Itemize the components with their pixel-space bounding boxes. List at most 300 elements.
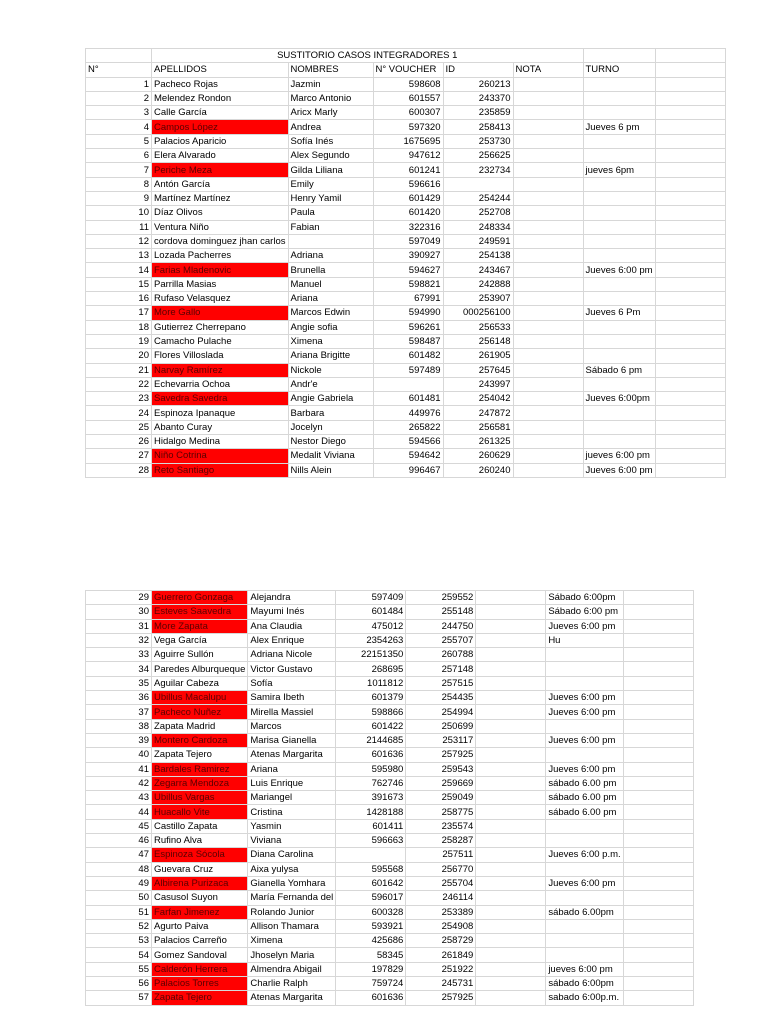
cell-nota[interactable] bbox=[513, 106, 583, 120]
cell-num[interactable]: 41 bbox=[86, 762, 152, 776]
cell-voucher[interactable]: 601481 bbox=[373, 392, 443, 406]
cell[interactable] bbox=[655, 463, 725, 477]
header-voucher[interactable]: N° VOUCHER bbox=[373, 63, 443, 77]
cell-num[interactable]: 54 bbox=[86, 948, 152, 962]
cell-apellidos[interactable]: Espinoza Sócola bbox=[152, 848, 248, 862]
cell[interactable] bbox=[655, 392, 725, 406]
cell-nota[interactable] bbox=[476, 991, 546, 1005]
cell-num[interactable]: 34 bbox=[86, 662, 152, 676]
cell-num[interactable]: 4 bbox=[86, 120, 152, 134]
cell-num[interactable]: 8 bbox=[86, 177, 152, 191]
cell[interactable] bbox=[623, 705, 693, 719]
cell-nombres[interactable]: Andr'e bbox=[288, 377, 373, 391]
cell-nombres[interactable]: Nills Alein bbox=[288, 463, 373, 477]
cell-id[interactable]: 258729 bbox=[406, 934, 476, 948]
cell-id[interactable]: 244750 bbox=[406, 619, 476, 633]
sheet-title[interactable]: SUSTITORIO CASOS INTEGRADORES 1 bbox=[152, 49, 584, 63]
cell-turno[interactable] bbox=[583, 334, 655, 348]
cell-num[interactable]: 35 bbox=[86, 676, 152, 690]
cell-nota[interactable] bbox=[476, 848, 546, 862]
cell-voucher[interactable]: 265822 bbox=[373, 420, 443, 434]
cell-voucher[interactable]: 1011812 bbox=[336, 676, 406, 690]
cell-turno[interactable] bbox=[546, 891, 623, 905]
cell-nombres[interactable]: Alejandra bbox=[248, 591, 336, 605]
cell-num[interactable]: 46 bbox=[86, 834, 152, 848]
cell-turno[interactable] bbox=[583, 420, 655, 434]
cell-apellidos[interactable]: Palacios Carreño bbox=[152, 934, 248, 948]
cell-id[interactable]: 258775 bbox=[406, 805, 476, 819]
cell-voucher[interactable]: 996467 bbox=[373, 463, 443, 477]
cell[interactable] bbox=[86, 49, 152, 63]
cell-num[interactable]: 53 bbox=[86, 934, 152, 948]
cell-voucher[interactable]: 598608 bbox=[373, 77, 443, 91]
cell-turno[interactable]: sábado 6.00 pm bbox=[546, 805, 623, 819]
cell-nombres[interactable]: Aricx Marly bbox=[288, 106, 373, 120]
cell-voucher[interactable]: 197829 bbox=[336, 962, 406, 976]
cell-id[interactable]: 261849 bbox=[406, 948, 476, 962]
cell-id[interactable]: 248334 bbox=[443, 220, 513, 234]
cell-turno[interactable] bbox=[583, 191, 655, 205]
cell-nombres[interactable]: Ximena bbox=[288, 334, 373, 348]
cell-nombres[interactable]: Gilda Liliana bbox=[288, 163, 373, 177]
cell-voucher[interactable]: 601422 bbox=[336, 719, 406, 733]
cell-nombres[interactable]: Nickole bbox=[288, 363, 373, 377]
cell-voucher[interactable]: 596261 bbox=[373, 320, 443, 334]
cell-apellidos[interactable]: Echevarria Ochoa bbox=[152, 377, 289, 391]
cell-num[interactable]: 48 bbox=[86, 862, 152, 876]
cell-turno[interactable] bbox=[546, 862, 623, 876]
cell[interactable] bbox=[623, 748, 693, 762]
cell-turno[interactable] bbox=[546, 934, 623, 948]
cell-id[interactable]: 255148 bbox=[406, 605, 476, 619]
cell-voucher[interactable] bbox=[336, 848, 406, 862]
cell-nombres[interactable]: Marcos bbox=[248, 719, 336, 733]
cell[interactable] bbox=[655, 277, 725, 291]
cell-apellidos[interactable]: Calderón Herrera bbox=[152, 962, 248, 976]
cell-apellidos[interactable]: Farfan Jimenez bbox=[152, 905, 248, 919]
cell-num[interactable]: 47 bbox=[86, 848, 152, 862]
header-apellidos[interactable]: APELLIDOS bbox=[152, 63, 289, 77]
cell-nombres[interactable]: Manuel bbox=[288, 277, 373, 291]
cell[interactable] bbox=[623, 619, 693, 633]
header-nota[interactable]: NOTA bbox=[513, 63, 583, 77]
cell-turno[interactable] bbox=[583, 91, 655, 105]
cell-id[interactable]: 261325 bbox=[443, 435, 513, 449]
cell-nota[interactable] bbox=[513, 220, 583, 234]
cell[interactable] bbox=[655, 349, 725, 363]
cell-num[interactable]: 20 bbox=[86, 349, 152, 363]
cell[interactable] bbox=[655, 363, 725, 377]
cell-apellidos[interactable]: Ubillus Macalupu bbox=[152, 691, 248, 705]
cell-apellidos[interactable]: Pacheco Nuñez bbox=[152, 705, 248, 719]
cell-apellidos[interactable]: Zapata Tejero bbox=[152, 991, 248, 1005]
cell-apellidos[interactable]: Camacho Pulache bbox=[152, 334, 289, 348]
cell-id[interactable]: 245731 bbox=[406, 977, 476, 991]
cell-nombres[interactable]: Alex Segundo bbox=[288, 149, 373, 163]
cell[interactable] bbox=[623, 919, 693, 933]
cell-id[interactable]: 249591 bbox=[443, 234, 513, 248]
cell-nota[interactable] bbox=[513, 149, 583, 163]
cell-num[interactable]: 11 bbox=[86, 220, 152, 234]
cell[interactable] bbox=[623, 876, 693, 890]
cell-voucher[interactable]: 2354263 bbox=[336, 633, 406, 647]
header-turno[interactable]: TURNO bbox=[583, 63, 655, 77]
cell-apellidos[interactable]: Albirena Purizaca bbox=[152, 876, 248, 890]
cell-turno[interactable]: sábado 6.00pm bbox=[546, 905, 623, 919]
cell-id[interactable]: 232734 bbox=[443, 163, 513, 177]
cell-apellidos[interactable]: More Zapata bbox=[152, 619, 248, 633]
cell-nota[interactable] bbox=[513, 420, 583, 434]
cell-nota[interactable] bbox=[476, 876, 546, 890]
cell-apellidos[interactable]: Niño Cotrina bbox=[152, 449, 289, 463]
cell[interactable] bbox=[623, 848, 693, 862]
cell-id[interactable]: 243997 bbox=[443, 377, 513, 391]
cell-id[interactable]: 253907 bbox=[443, 292, 513, 306]
cell-nombres[interactable]: Rolando Junior bbox=[248, 905, 336, 919]
cell-apellidos[interactable]: Agurto Paiva bbox=[152, 919, 248, 933]
cell[interactable] bbox=[623, 934, 693, 948]
cell[interactable] bbox=[655, 163, 725, 177]
cell[interactable] bbox=[623, 948, 693, 962]
cell[interactable] bbox=[655, 177, 725, 191]
cell-num[interactable]: 43 bbox=[86, 791, 152, 805]
cell-id[interactable]: 251922 bbox=[406, 962, 476, 976]
cell-nota[interactable] bbox=[476, 648, 546, 662]
cell-apellidos[interactable]: Lozada Pacherres bbox=[152, 249, 289, 263]
cell-voucher[interactable]: 425686 bbox=[336, 934, 406, 948]
cell-num[interactable]: 7 bbox=[86, 163, 152, 177]
cell-id[interactable]: 259669 bbox=[406, 776, 476, 790]
cell[interactable] bbox=[655, 106, 725, 120]
cell-nombres[interactable]: Barbara bbox=[288, 406, 373, 420]
cell-voucher[interactable]: 594566 bbox=[373, 435, 443, 449]
cell-turno[interactable]: sabado 6:00p.m. bbox=[546, 991, 623, 1005]
cell-nota[interactable] bbox=[513, 320, 583, 334]
cell-turno[interactable] bbox=[546, 948, 623, 962]
cell-num[interactable]: 16 bbox=[86, 292, 152, 306]
cell-apellidos[interactable]: Montero Cardoza bbox=[152, 733, 248, 747]
cell-nombres[interactable]: Mirella Massiel bbox=[248, 705, 336, 719]
cell-num[interactable]: 21 bbox=[86, 363, 152, 377]
cell-nombres[interactable]: Diana Carolina bbox=[248, 848, 336, 862]
cell-voucher[interactable]: 449976 bbox=[373, 406, 443, 420]
cell-id[interactable]: 257148 bbox=[406, 662, 476, 676]
cell-turno[interactable] bbox=[583, 249, 655, 263]
cell-apellidos[interactable]: Ubillus Vargas bbox=[152, 791, 248, 805]
cell[interactable] bbox=[655, 149, 725, 163]
cell[interactable] bbox=[583, 49, 655, 63]
cell-nombres[interactable]: Sofía Inés bbox=[288, 134, 373, 148]
cell-num[interactable]: 6 bbox=[86, 149, 152, 163]
cell-nombres[interactable]: Ariana bbox=[288, 292, 373, 306]
cell[interactable] bbox=[655, 406, 725, 420]
cell[interactable] bbox=[623, 834, 693, 848]
cell-id[interactable]: 256148 bbox=[443, 334, 513, 348]
cell-voucher[interactable]: 947612 bbox=[373, 149, 443, 163]
cell-nota[interactable] bbox=[513, 406, 583, 420]
cell-nota[interactable] bbox=[476, 748, 546, 762]
cell-apellidos[interactable]: cordova dominguez jhan carlos bbox=[152, 234, 289, 248]
cell-voucher[interactable]: 1428188 bbox=[336, 805, 406, 819]
cell-nota[interactable] bbox=[476, 605, 546, 619]
cell-turno[interactable] bbox=[546, 719, 623, 733]
cell-nombres[interactable]: Marisa Gianella bbox=[248, 733, 336, 747]
cell[interactable] bbox=[623, 648, 693, 662]
cell-nombres[interactable]: Medalit Viviana bbox=[288, 449, 373, 463]
cell-nota[interactable] bbox=[476, 834, 546, 848]
cell-apellidos[interactable]: Elera Alvarado bbox=[152, 149, 289, 163]
header-num[interactable]: N° bbox=[86, 63, 152, 77]
cell-apellidos[interactable]: Palacios Torres bbox=[152, 977, 248, 991]
cell-apellidos[interactable]: More Gallo bbox=[152, 306, 289, 320]
cell-nombres[interactable] bbox=[288, 234, 373, 248]
cell-num[interactable]: 30 bbox=[86, 605, 152, 619]
cell-turno[interactable]: Hu bbox=[546, 633, 623, 647]
cell-nota[interactable] bbox=[513, 334, 583, 348]
cell-nombres[interactable]: Luis Enrique bbox=[248, 776, 336, 790]
cell-turno[interactable]: Jueves 6:00 pm bbox=[546, 705, 623, 719]
cell-num[interactable]: 31 bbox=[86, 619, 152, 633]
cell-nombres[interactable]: Almendra Abigail bbox=[248, 962, 336, 976]
cell-apellidos[interactable]: Periche Meza bbox=[152, 163, 289, 177]
cell-voucher[interactable]: 600328 bbox=[336, 905, 406, 919]
cell-apellidos[interactable]: Paredes Alburqueque bbox=[152, 662, 248, 676]
cell-nombres[interactable]: Ariana bbox=[248, 762, 336, 776]
cell-num[interactable]: 56 bbox=[86, 977, 152, 991]
cell-id[interactable] bbox=[443, 177, 513, 191]
cell-id[interactable]: 261905 bbox=[443, 349, 513, 363]
cell-nota[interactable] bbox=[476, 862, 546, 876]
cell-num[interactable]: 27 bbox=[86, 449, 152, 463]
cell-nombres[interactable]: Mariangel bbox=[248, 791, 336, 805]
cell-num[interactable]: 25 bbox=[86, 420, 152, 434]
cell-id[interactable]: 260788 bbox=[406, 648, 476, 662]
cell-voucher[interactable]: 594642 bbox=[373, 449, 443, 463]
cell[interactable] bbox=[655, 292, 725, 306]
cell-turno[interactable] bbox=[583, 220, 655, 234]
cell-id[interactable]: 257515 bbox=[406, 676, 476, 690]
cell[interactable] bbox=[623, 591, 693, 605]
cell-turno[interactable] bbox=[583, 106, 655, 120]
cell-apellidos[interactable]: Aguirre Sullón bbox=[152, 648, 248, 662]
cell-apellidos[interactable]: Zapata Tejero bbox=[152, 748, 248, 762]
cell-nota[interactable] bbox=[476, 691, 546, 705]
cell-apellidos[interactable]: Calle García bbox=[152, 106, 289, 120]
cell-nota[interactable] bbox=[513, 349, 583, 363]
cell-voucher[interactable]: 601636 bbox=[336, 748, 406, 762]
cell-nota[interactable] bbox=[476, 934, 546, 948]
cell-voucher[interactable]: 322316 bbox=[373, 220, 443, 234]
cell-id[interactable]: 256770 bbox=[406, 862, 476, 876]
cell-num[interactable]: 17 bbox=[86, 306, 152, 320]
cell-nombres[interactable]: Atenas Margarita bbox=[248, 991, 336, 1005]
cell-nombres[interactable]: Atenas Margarita bbox=[248, 748, 336, 762]
cell-num[interactable]: 38 bbox=[86, 719, 152, 733]
cell-turno[interactable] bbox=[583, 149, 655, 163]
cell-nombres[interactable]: Emily bbox=[288, 177, 373, 191]
cell-num[interactable]: 36 bbox=[86, 691, 152, 705]
cell-nota[interactable] bbox=[513, 249, 583, 263]
cell-nombres[interactable]: Fabian bbox=[288, 220, 373, 234]
cell-id[interactable]: 259049 bbox=[406, 791, 476, 805]
cell-num[interactable]: 44 bbox=[86, 805, 152, 819]
cell-apellidos[interactable]: Casusol Suyon bbox=[152, 891, 248, 905]
cell-nota[interactable] bbox=[476, 733, 546, 747]
cell-nombres[interactable]: Jocelyn bbox=[288, 420, 373, 434]
cell-num[interactable]: 33 bbox=[86, 648, 152, 662]
cell-apellidos[interactable]: Flores Villoslada bbox=[152, 349, 289, 363]
cell-id[interactable]: 235859 bbox=[443, 106, 513, 120]
cell-id[interactable]: 255704 bbox=[406, 876, 476, 890]
cell-turno[interactable] bbox=[583, 377, 655, 391]
cell[interactable] bbox=[655, 420, 725, 434]
cell-voucher[interactable]: 58345 bbox=[336, 948, 406, 962]
cell-voucher[interactable] bbox=[373, 377, 443, 391]
cell-voucher[interactable]: 762746 bbox=[336, 776, 406, 790]
cell-num[interactable]: 13 bbox=[86, 249, 152, 263]
cell-turno[interactable]: jueves 6:00 pm bbox=[583, 449, 655, 463]
cell-apellidos[interactable]: Castillo Zapata bbox=[152, 819, 248, 833]
cell[interactable] bbox=[623, 962, 693, 976]
cell-nombres[interactable]: Jhoselyn Maria bbox=[248, 948, 336, 962]
cell-num[interactable]: 22 bbox=[86, 377, 152, 391]
cell-nombres[interactable]: Angie Gabriela bbox=[288, 392, 373, 406]
cell-id[interactable]: 243467 bbox=[443, 263, 513, 277]
cell-nombres[interactable]: Ariana Brigitte bbox=[288, 349, 373, 363]
cell-turno[interactable] bbox=[546, 834, 623, 848]
cell[interactable] bbox=[655, 249, 725, 263]
cell-num[interactable]: 3 bbox=[86, 106, 152, 120]
cell-turno[interactable] bbox=[583, 177, 655, 191]
cell-voucher[interactable]: 596017 bbox=[336, 891, 406, 905]
cell-apellidos[interactable]: Rufaso Velasquez bbox=[152, 292, 289, 306]
cell-turno[interactable] bbox=[583, 206, 655, 220]
cell-nombres[interactable]: Cristina bbox=[248, 805, 336, 819]
cell-voucher[interactable]: 759724 bbox=[336, 977, 406, 991]
cell[interactable] bbox=[655, 91, 725, 105]
cell-id[interactable]: 250699 bbox=[406, 719, 476, 733]
cell-id[interactable]: 254908 bbox=[406, 919, 476, 933]
cell-apellidos[interactable]: Reto Santiago bbox=[152, 463, 289, 477]
cell-voucher[interactable]: 2144685 bbox=[336, 733, 406, 747]
cell-nota[interactable] bbox=[513, 91, 583, 105]
cell-apellidos[interactable]: Bardales Ramirez bbox=[152, 762, 248, 776]
cell-num[interactable]: 9 bbox=[86, 191, 152, 205]
cell-nota[interactable] bbox=[476, 805, 546, 819]
cell-nombres[interactable]: Samira Ibeth bbox=[248, 691, 336, 705]
cell-nota[interactable] bbox=[513, 191, 583, 205]
cell-turno[interactable]: Jueves 6:00 pm bbox=[546, 762, 623, 776]
cell-voucher[interactable]: 598821 bbox=[373, 277, 443, 291]
cell-turno[interactable] bbox=[546, 676, 623, 690]
cell-voucher[interactable]: 601484 bbox=[336, 605, 406, 619]
cell-turno[interactable] bbox=[583, 77, 655, 91]
cell-num[interactable]: 24 bbox=[86, 406, 152, 420]
cell-nota[interactable] bbox=[476, 905, 546, 919]
cell[interactable] bbox=[655, 63, 725, 77]
cell[interactable] bbox=[623, 977, 693, 991]
cell-nota[interactable] bbox=[513, 163, 583, 177]
cell[interactable] bbox=[655, 263, 725, 277]
cell-nombres[interactable]: Sofía bbox=[248, 676, 336, 690]
cell-nombres[interactable]: Allison Thamara bbox=[248, 919, 336, 933]
cell-apellidos[interactable]: Aguilar Cabeza bbox=[152, 676, 248, 690]
cell-apellidos[interactable]: Pacheco Rojas bbox=[152, 77, 289, 91]
cell-apellidos[interactable]: Gutierrez Cherrepano bbox=[152, 320, 289, 334]
cell-num[interactable]: 50 bbox=[86, 891, 152, 905]
cell-turno[interactable] bbox=[546, 748, 623, 762]
cell-id[interactable]: 252708 bbox=[443, 206, 513, 220]
cell-nota[interactable] bbox=[513, 206, 583, 220]
cell-apellidos[interactable]: Savedra Savedra bbox=[152, 392, 289, 406]
cell-turno[interactable] bbox=[583, 134, 655, 148]
cell-voucher[interactable]: 597320 bbox=[373, 120, 443, 134]
cell-nombres[interactable]: Nestor Diego bbox=[288, 435, 373, 449]
cell-id[interactable]: 256533 bbox=[443, 320, 513, 334]
cell-voucher[interactable]: 601636 bbox=[336, 991, 406, 1005]
cell-num[interactable]: 23 bbox=[86, 392, 152, 406]
cell-nota[interactable] bbox=[513, 263, 583, 277]
cell-num[interactable]: 18 bbox=[86, 320, 152, 334]
cell-turno[interactable]: jueves 6:00 pm bbox=[546, 962, 623, 976]
cell-num[interactable]: 28 bbox=[86, 463, 152, 477]
cell-nombres[interactable]: Adriana Nicole bbox=[248, 648, 336, 662]
cell[interactable] bbox=[655, 220, 725, 234]
cell-nombres[interactable]: María Fernanda del bbox=[248, 891, 336, 905]
cell[interactable] bbox=[623, 733, 693, 747]
cell[interactable] bbox=[655, 206, 725, 220]
cell-nombres[interactable]: Brunella bbox=[288, 263, 373, 277]
cell-turno[interactable] bbox=[583, 320, 655, 334]
cell-id[interactable]: 255707 bbox=[406, 633, 476, 647]
cell-nota[interactable] bbox=[513, 449, 583, 463]
cell-voucher[interactable]: 593921 bbox=[336, 919, 406, 933]
cell-turno[interactable]: Jueves 6:00pm bbox=[583, 392, 655, 406]
cell-num[interactable]: 42 bbox=[86, 776, 152, 790]
cell-nota[interactable] bbox=[476, 719, 546, 733]
cell-num[interactable]: 55 bbox=[86, 962, 152, 976]
cell-id[interactable]: 260213 bbox=[443, 77, 513, 91]
cell-voucher[interactable]: 601482 bbox=[373, 349, 443, 363]
cell-id[interactable]: 254994 bbox=[406, 705, 476, 719]
cell-turno[interactable]: Jueves 6:00 pm bbox=[546, 733, 623, 747]
cell[interactable] bbox=[623, 662, 693, 676]
cell-voucher[interactable]: 597049 bbox=[373, 234, 443, 248]
cell-voucher[interactable]: 596663 bbox=[336, 834, 406, 848]
cell[interactable] bbox=[623, 691, 693, 705]
cell[interactable] bbox=[655, 334, 725, 348]
cell-voucher[interactable]: 1675695 bbox=[373, 134, 443, 148]
cell-id[interactable]: 257925 bbox=[406, 748, 476, 762]
cell[interactable] bbox=[623, 762, 693, 776]
cell-voucher[interactable]: 597409 bbox=[336, 591, 406, 605]
cell-nota[interactable] bbox=[476, 705, 546, 719]
cell-voucher[interactable]: 390927 bbox=[373, 249, 443, 263]
cell-nota[interactable] bbox=[513, 292, 583, 306]
cell-num[interactable]: 10 bbox=[86, 206, 152, 220]
cell-apellidos[interactable]: Parrilla Masias bbox=[152, 277, 289, 291]
cell-voucher[interactable]: 601420 bbox=[373, 206, 443, 220]
cell-nota[interactable] bbox=[513, 77, 583, 91]
cell-voucher[interactable]: 594990 bbox=[373, 306, 443, 320]
cell[interactable] bbox=[655, 134, 725, 148]
cell-id[interactable]: 235574 bbox=[406, 819, 476, 833]
cell-turno[interactable] bbox=[583, 349, 655, 363]
cell-turno[interactable]: jueves 6pm bbox=[583, 163, 655, 177]
cell-nota[interactable] bbox=[476, 762, 546, 776]
cell[interactable] bbox=[623, 805, 693, 819]
cell-id[interactable]: 260629 bbox=[443, 449, 513, 463]
